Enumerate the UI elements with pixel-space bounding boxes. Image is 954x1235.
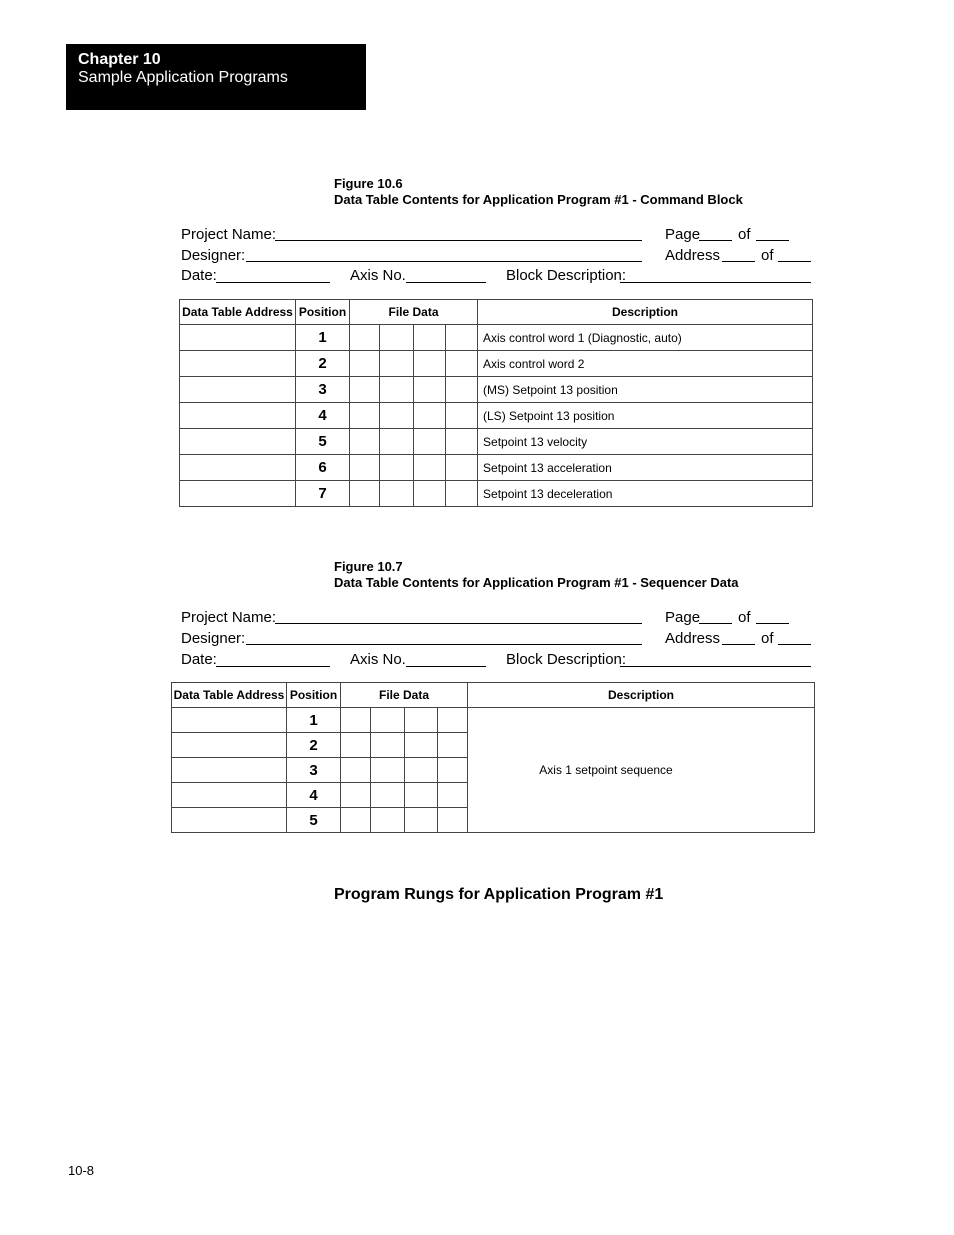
position-cell: 2 [287, 733, 341, 758]
address-cell [172, 733, 287, 758]
address-cell [180, 481, 296, 507]
file-data-cell [350, 429, 380, 455]
table-row [172, 708, 815, 733]
file-data-cell [380, 403, 414, 429]
file-data-cell [405, 733, 438, 758]
file-data-cell [371, 758, 405, 783]
table-row [180, 325, 813, 351]
project-name-line [275, 623, 642, 624]
position-cell: 5 [287, 808, 341, 833]
file-data-cell [414, 325, 446, 351]
column-header-description: Description [468, 683, 815, 708]
project-name-line [275, 240, 642, 241]
position-cell: 1 [296, 325, 350, 351]
address-cell [180, 325, 296, 351]
designer-line [246, 261, 642, 262]
file-data-cell [371, 733, 405, 758]
file-data-cell [405, 808, 438, 833]
file-data-cell [405, 708, 438, 733]
file-data-cell [414, 377, 446, 403]
file-data-cell [371, 808, 405, 833]
file-data-cell [350, 351, 380, 377]
file-data-cell [380, 377, 414, 403]
file-data-cell [350, 377, 380, 403]
description-cell: (MS) Setpoint 13 position [478, 377, 813, 403]
description-cell: Axis control word 2 [478, 351, 813, 377]
column-header-address: Data Table Address [180, 300, 296, 325]
column-header-file-data: File Data [341, 683, 468, 708]
table-row [180, 455, 813, 481]
address-line [722, 644, 755, 645]
file-data-cell [446, 325, 478, 351]
address-label: Address [665, 630, 721, 647]
position-cell: 5 [296, 429, 350, 455]
position-cell: 1 [287, 708, 341, 733]
designer-label: Designer: [181, 247, 246, 264]
table-row [180, 429, 813, 455]
chapter-header [66, 44, 366, 110]
address-cell [180, 377, 296, 403]
table-row [180, 403, 813, 429]
date-line [216, 666, 330, 667]
figure-number: Figure 10.6 [334, 176, 403, 191]
description-cell: Setpoint 13 velocity [478, 429, 813, 455]
page-label: Page [665, 609, 701, 626]
position-cell: 6 [296, 455, 350, 481]
file-data-cell [341, 808, 371, 833]
file-data-cell [380, 455, 414, 481]
file-data-cell [350, 455, 380, 481]
command-block-table [179, 299, 813, 507]
chapter-title: Sample Application Programs [78, 69, 288, 86]
page-line [699, 623, 732, 624]
file-data-cell [446, 377, 478, 403]
file-data-cell [438, 708, 468, 733]
description-cell: Axis control word 1 (Diagnostic, auto) [478, 325, 813, 351]
figure-number: Figure 10.7 [334, 559, 403, 574]
file-data-cell [446, 481, 478, 507]
date-line [216, 282, 330, 283]
file-data-cell [380, 481, 414, 507]
sequencer-data-table [171, 682, 815, 833]
position-cell: 7 [296, 481, 350, 507]
file-data-cell [371, 708, 405, 733]
figure-title: Data Table Contents for Application Program #1 - Command Block [334, 192, 743, 207]
file-data-cell [438, 733, 468, 758]
file-data-cell [414, 351, 446, 377]
address-label: Address [665, 247, 721, 264]
address-cell [180, 429, 296, 455]
axis-no-line [406, 282, 486, 283]
table-row [180, 351, 813, 377]
file-data-cell [438, 808, 468, 833]
designer-line [246, 644, 642, 645]
file-data-cell [446, 455, 478, 481]
of-label: of [761, 247, 774, 264]
file-data-cell [380, 325, 414, 351]
address-line [722, 261, 755, 262]
project-name-label: Project Name: [181, 226, 277, 243]
file-data-cell [438, 758, 468, 783]
chapter-number: Chapter 10 [78, 51, 161, 68]
address-cell [180, 455, 296, 481]
description-cell: Setpoint 13 deceleration [478, 481, 813, 507]
date-label: Date: [181, 267, 217, 284]
file-data-cell [380, 351, 414, 377]
block-description-label: Block Description: [506, 651, 627, 668]
file-data-cell [414, 429, 446, 455]
of-label: of [738, 226, 751, 243]
file-data-cell [446, 429, 478, 455]
file-data-cell [446, 351, 478, 377]
address-of-line [778, 644, 811, 645]
column-header-position: Position [287, 683, 341, 708]
description-cell: Setpoint 13 acceleration [478, 455, 813, 481]
section-heading: Program Rungs for Application Program #1 [334, 886, 664, 903]
page-label: Page [665, 226, 701, 243]
address-cell [180, 403, 296, 429]
address-of-line [778, 261, 811, 262]
file-data-cell [414, 481, 446, 507]
of-label: of [738, 609, 751, 626]
block-description-line [620, 282, 811, 283]
column-header-position: Position [296, 300, 350, 325]
page-of-line [756, 240, 789, 241]
designer-label: Designer: [181, 630, 246, 647]
file-data-cell [405, 783, 438, 808]
file-data-cell [350, 325, 380, 351]
column-header-address: Data Table Address [172, 683, 287, 708]
figure-caption-1 [334, 176, 743, 208]
block-description-line [620, 666, 811, 667]
position-cell: 3 [296, 377, 350, 403]
figure-title: Data Table Contents for Application Program #1 - Sequencer Data [334, 575, 739, 590]
position-cell: 4 [296, 403, 350, 429]
table-row [180, 481, 813, 507]
address-cell [172, 708, 287, 733]
position-cell: 2 [296, 351, 350, 377]
axis-no-label: Axis No. [350, 267, 406, 284]
file-data-cell [414, 455, 446, 481]
page-line [699, 240, 732, 241]
column-header-file-data: File Data [350, 300, 478, 325]
position-cell: 4 [287, 783, 341, 808]
file-data-cell [371, 783, 405, 808]
axis-no-label: Axis No. [350, 651, 406, 668]
file-data-cell [446, 403, 478, 429]
figure-caption-2 [334, 559, 739, 591]
file-data-cell [341, 708, 371, 733]
file-data-cell [350, 403, 380, 429]
description-cell: Axis 1 setpoint sequence [468, 708, 815, 833]
project-name-label: Project Name: [181, 609, 277, 626]
file-data-cell [414, 403, 446, 429]
date-label: Date: [181, 651, 217, 668]
address-cell [172, 758, 287, 783]
address-cell [172, 808, 287, 833]
address-cell [172, 783, 287, 808]
file-data-cell [341, 783, 371, 808]
page-number: 10-8 [68, 1163, 95, 1178]
file-data-cell [438, 783, 468, 808]
description-cell: (LS) Setpoint 13 position [478, 403, 813, 429]
file-data-cell [341, 733, 371, 758]
address-cell [180, 351, 296, 377]
table-row [180, 377, 813, 403]
block-description-label: Block Description: [506, 267, 627, 284]
page-of-line [756, 623, 789, 624]
position-cell: 3 [287, 758, 341, 783]
file-data-cell [341, 758, 371, 783]
of-label: of [761, 630, 774, 647]
axis-no-line [406, 666, 486, 667]
file-data-cell [405, 758, 438, 783]
file-data-cell [350, 481, 380, 507]
column-header-description: Description [478, 300, 813, 325]
file-data-cell [380, 429, 414, 455]
